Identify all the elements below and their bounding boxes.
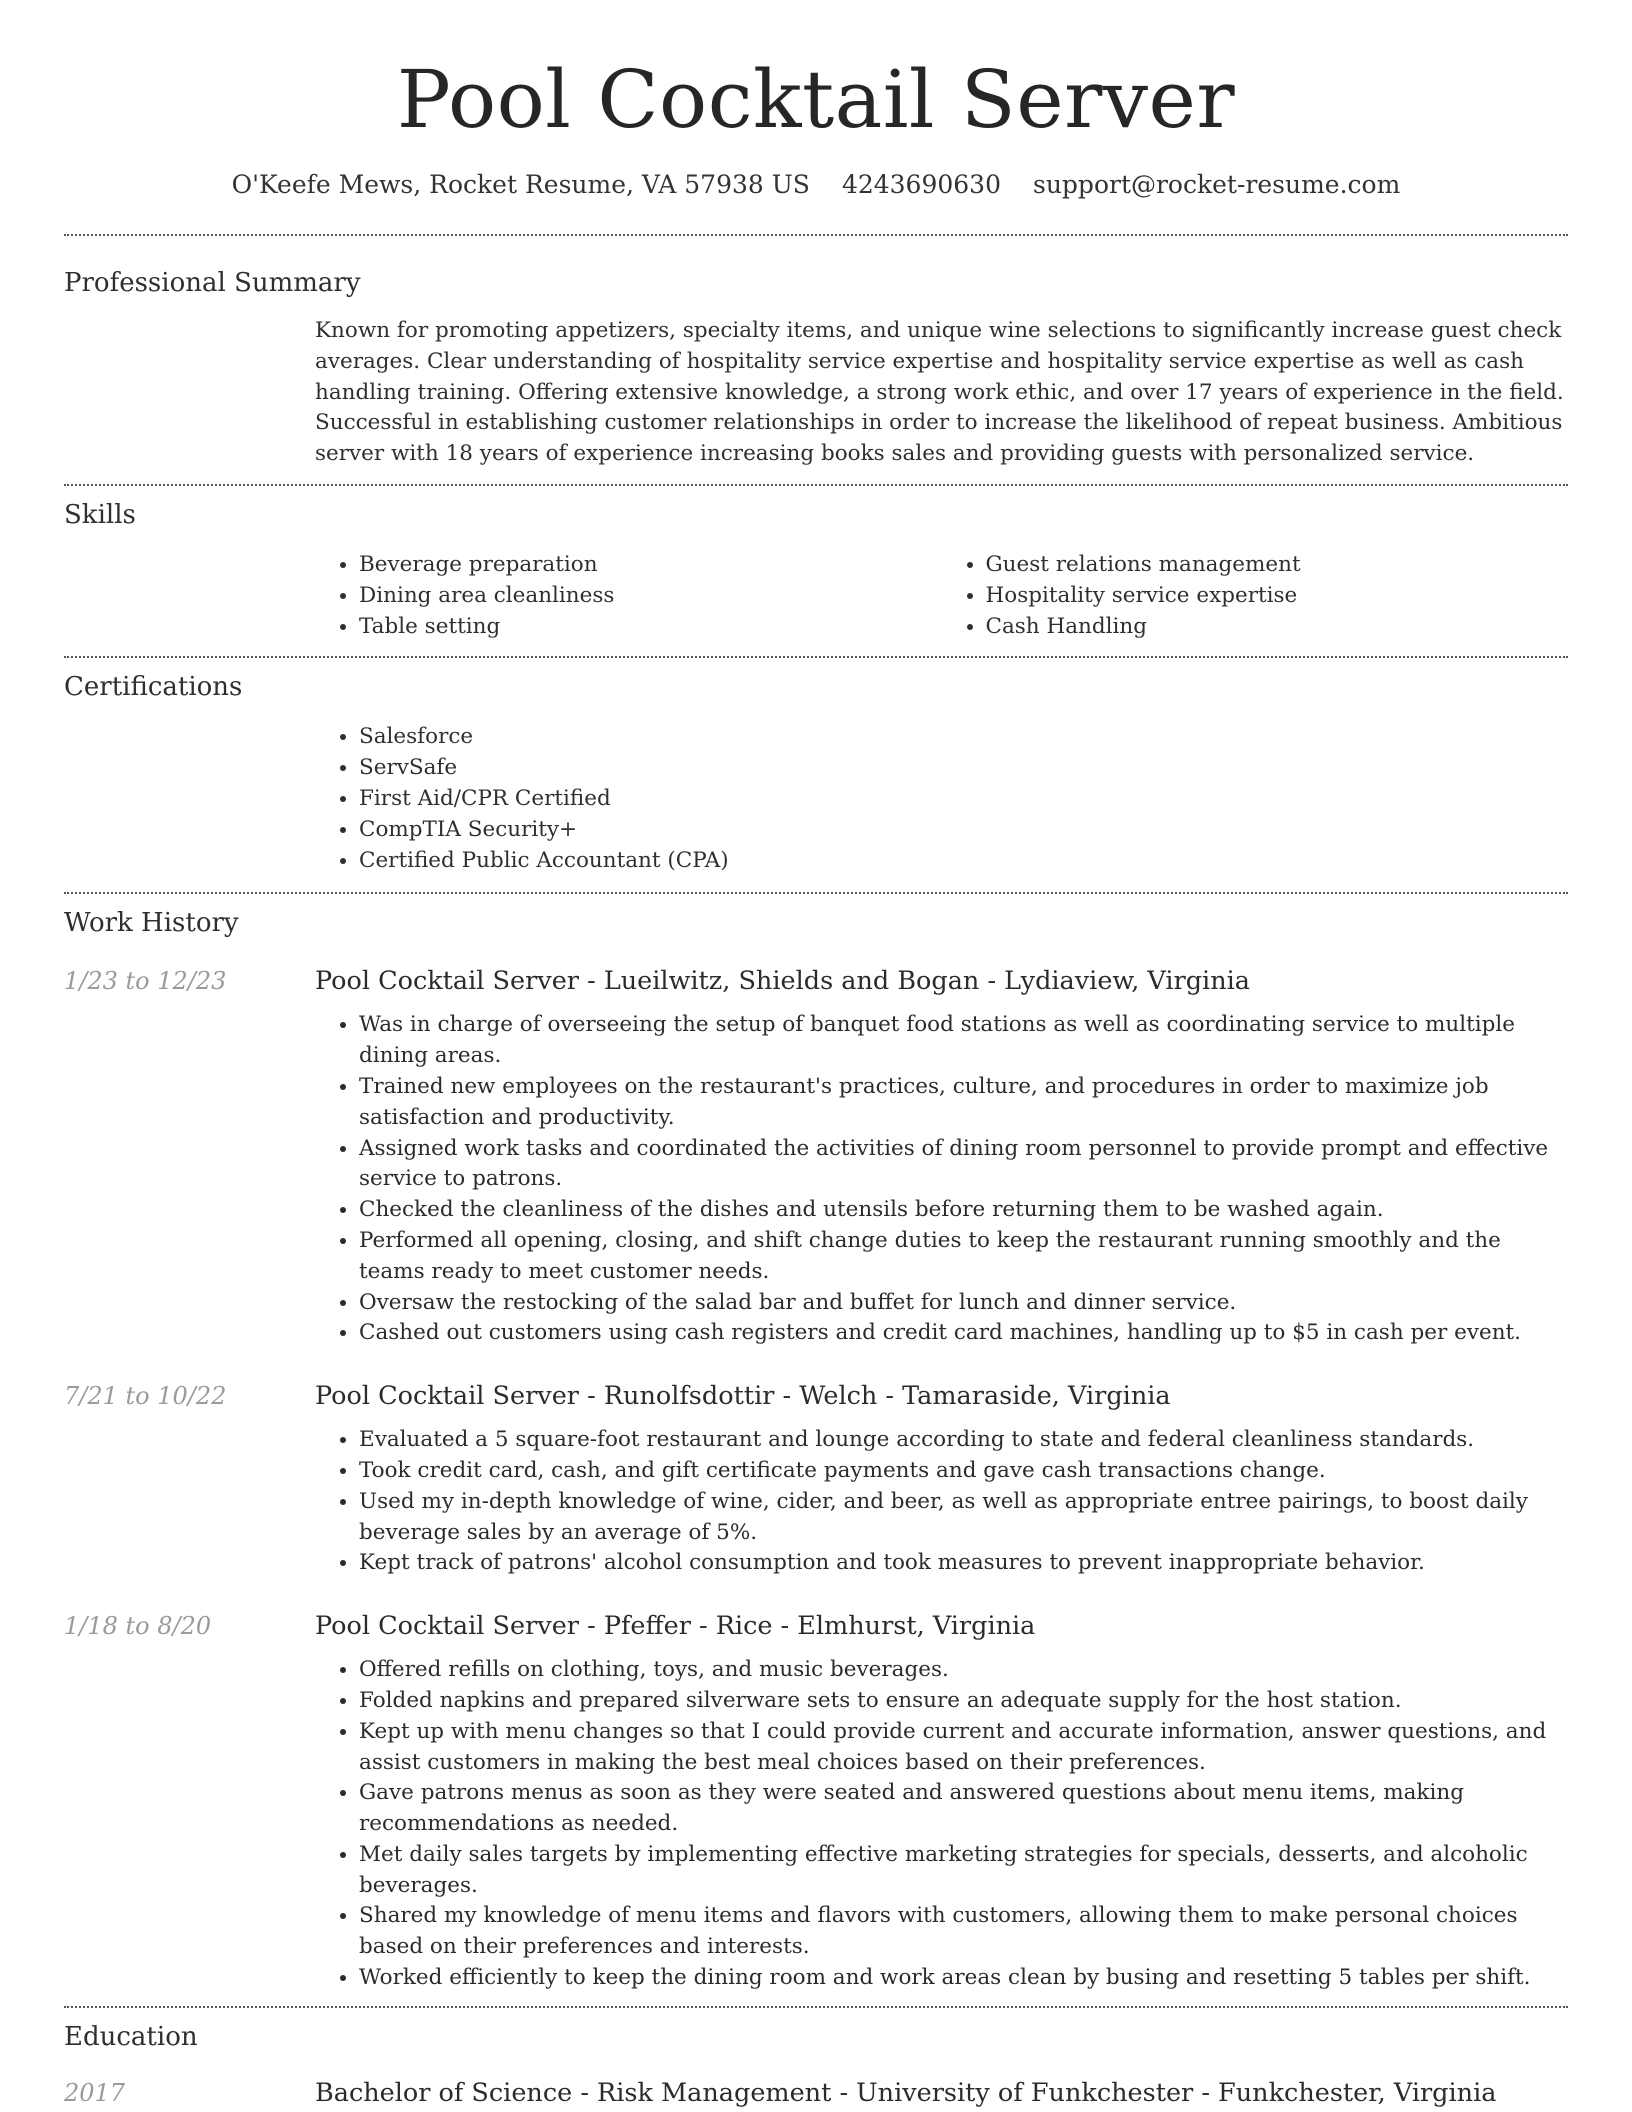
skills-column-right bbox=[942, 550, 1569, 642]
job-bullet: • Cashed out customers using cash registers and credit card machines, handling up to $5 in cash per event. bbox=[359, 1318, 1568, 1349]
job-bullet: • Took credit card, cash, and gift certificate payments and gave cash transactions change. bbox=[359, 1456, 1568, 1487]
job-bullet: • Gave patrons menus as soon as they were seated and answered questions about menu items, making recommendations as needed. bbox=[359, 1778, 1568, 1840]
job-entry bbox=[64, 1609, 1568, 1994]
job-bullet: • Offered refills on clothing, toys, and music beverages. bbox=[359, 1655, 1568, 1686]
skill-item: • Beverage preparation bbox=[359, 550, 942, 581]
skills-list bbox=[315, 550, 1568, 642]
job-bullet: • Used my in-depth knowledge of wine, cider, and beer, as well as appropriate entree pairings, to boost daily beverage sales by an average of 5%. bbox=[359, 1487, 1568, 1549]
job-bullet: • Trained new employees on the restaurant's practices, culture, and procedures in order to maximize job satisfaction and productivity. bbox=[359, 1072, 1568, 1134]
skills-section bbox=[64, 486, 1568, 642]
skill-item: • Table setting bbox=[359, 612, 942, 643]
section-title-skills: Skills bbox=[64, 499, 136, 530]
certification-item: • Salesforce bbox=[359, 722, 1568, 753]
job-dates: 1/23 to 12/23 bbox=[64, 967, 227, 996]
summary-section bbox=[64, 236, 1568, 470]
job-title: Pool Cocktail Server - Lueilwitz, Shields and Bogan - Lydiaview, Virginia bbox=[315, 966, 1250, 997]
contact-email: support@rocket-resume.com bbox=[1033, 170, 1401, 199]
job-bullet: • Evaluated a 5 square-foot restaurant and lounge according to state and federal cleanliness standards. bbox=[359, 1425, 1568, 1456]
job-bullet-list bbox=[315, 1010, 1568, 1349]
job-entry bbox=[64, 1379, 1568, 1579]
skill-item: • Guest relations management bbox=[986, 550, 1569, 581]
resume-page bbox=[64, 0, 1568, 2110]
job-dates: 7/21 to 10/22 bbox=[64, 1382, 227, 1411]
job-bullet-list bbox=[315, 1425, 1568, 1579]
job-bullet: • Performed all opening, closing, and shift change duties to keep the restaurant running smoothly and the teams ready to meet customer needs. bbox=[359, 1226, 1568, 1288]
job-bullet: • Kept track of patrons' alcohol consumption and took measures to prevent inappropriate behavior. bbox=[359, 1548, 1568, 1579]
job-bullet: • Assigned work tasks and coordinated the activities of dining room personnel to provide prompt and effective service to patrons. bbox=[359, 1134, 1568, 1196]
job-dates: 1/18 to 8/20 bbox=[64, 1612, 212, 1641]
contact-line bbox=[64, 168, 1568, 202]
job-title: Pool Cocktail Server - Runolfsdottir - Welch - Tamaraside, Virginia bbox=[315, 1381, 1171, 1412]
certification-item: • CompTIA Security+ bbox=[359, 815, 1568, 846]
certification-item: • Certified Public Accountant (CPA) bbox=[359, 846, 1568, 877]
certifications-section bbox=[64, 658, 1568, 876]
skill-item: • Dining area cleanliness bbox=[359, 581, 942, 612]
job-bullet: • Kept up with menu changes so that I could provide current and accurate information, answer questions, and assist customers in making the best meal choices based on their preferences. bbox=[359, 1717, 1568, 1779]
job-bullet: • Shared my knowledge of menu items and flavors with customers, allowing them to make personal choices based on their preferences and interests. bbox=[359, 1901, 1568, 1963]
section-title-certifications: Certifications bbox=[64, 672, 243, 703]
section-title-work-history: Work History bbox=[64, 908, 239, 939]
job-bullet: • Oversaw the restocking of the salad bar and buffet for lunch and dinner service. bbox=[359, 1288, 1568, 1319]
certification-item: • First Aid/CPR Certified bbox=[359, 784, 1568, 815]
job-bullet: • Checked the cleanliness of the dishes and utensils before returning them to be washed again. bbox=[359, 1195, 1568, 1226]
job-bullet-list bbox=[315, 1655, 1568, 1994]
job-bullet: • Worked efficiently to keep the dining room and work areas clean by busing and resetting 5 tables per shift. bbox=[359, 1963, 1568, 1994]
job-bullet: • Folded napkins and prepared silverware sets to ensure an adequate supply for the host station. bbox=[359, 1686, 1568, 1717]
summary-text: Known for promoting appetizers, specialty items, and unique wine selections to significantly increase guest check averages. Clear understanding of hospitality service expertise and hospitality service expertise as well as cash handling training. Offering extensive knowledge, a strong work ethic, and over 17 years of experience in the field. Successful in establishing customer relationships in order to increase the likelihood of repeat business. Ambitious server with 18 years of experience increasing books sales and providing guests with personalized service. bbox=[315, 318, 1564, 467]
section-title-summary: Professional Summary bbox=[64, 268, 361, 298]
section-title-education: Education bbox=[64, 2021, 198, 2052]
education-year: 2017 bbox=[64, 2078, 126, 2107]
job-bullet: • Was in charge of overseeing the setup of banquet food stations as well as coordinating service to multiple dining areas. bbox=[359, 1010, 1568, 1072]
contact-phone: 4243690630 bbox=[841, 170, 1001, 199]
education-title: Bachelor of Science - Risk Management - University of Funkchester - Funkchester, Virginia bbox=[315, 2077, 1497, 2108]
job-entry bbox=[64, 964, 1568, 1349]
certifications-body bbox=[315, 722, 1568, 876]
education-section bbox=[64, 2008, 1568, 2110]
contact-address: O'Keefe Mews, Rocket Resume, VA 57938 US bbox=[231, 170, 810, 199]
job-title: Pool Cocktail Server - Pfeffer - Rice - Elmhurst, Virginia bbox=[315, 1611, 1036, 1642]
education-entry bbox=[64, 2076, 1568, 2110]
certification-item: • ServSafe bbox=[359, 753, 1568, 784]
skills-column-left bbox=[315, 550, 942, 642]
candidate-name: Pool Cocktail Server bbox=[396, 53, 1236, 146]
work-history-section bbox=[64, 894, 1568, 1994]
summary-body bbox=[315, 316, 1568, 470]
skill-item: • Cash Handling bbox=[986, 612, 1569, 643]
job-bullet: • Met daily sales targets by implementing effective marketing strategies for specials, desserts, and alcoholic beverages. bbox=[359, 1840, 1568, 1902]
skill-item: • Hospitality service expertise bbox=[986, 581, 1569, 612]
certifications-list bbox=[315, 722, 1568, 876]
